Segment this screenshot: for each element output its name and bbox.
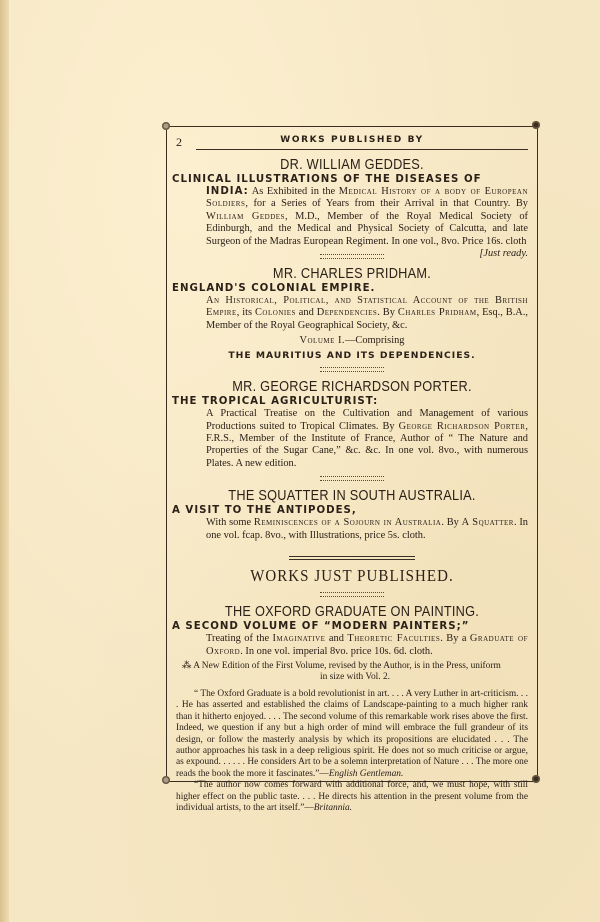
entry-title: CLINICAL ILLUSTRATIONS OF THE DISEASES OF bbox=[172, 174, 482, 185]
desc-text: As Exhibited in the bbox=[248, 186, 339, 197]
availability-note: [Just ready. bbox=[479, 248, 528, 260]
section-just-published bbox=[172, 566, 528, 814]
desc-smallcaps: An Historical, Political, and Statistical Account of the British Empire bbox=[206, 295, 528, 319]
quote-source: English Gentleman. bbox=[328, 768, 404, 779]
desc-text: With some bbox=[206, 517, 254, 529]
desc-smallcaps: Charles Pridham bbox=[397, 307, 477, 319]
entry-title: THE TROPICAL AGRICULTURIST: bbox=[172, 396, 379, 408]
page-number: 2 bbox=[176, 135, 182, 149]
entry-pridham bbox=[172, 265, 529, 362]
entry-description bbox=[206, 408, 528, 470]
desc-smallcaps: Colonies bbox=[255, 307, 296, 319]
running-head-title: WORKS PUBLISHED BY bbox=[280, 135, 424, 145]
corner-ornament-icon bbox=[532, 775, 540, 783]
entry-title: A VISIT TO THE ANTIPODES, bbox=[172, 505, 357, 517]
divider-ornament bbox=[320, 367, 384, 372]
corner-ornament-icon bbox=[162, 776, 170, 784]
corner-ornament-icon bbox=[162, 122, 170, 130]
note-text-continued: in size with Vol. 2. bbox=[320, 671, 390, 682]
entry-squatter bbox=[172, 487, 528, 542]
entry-title: A SECOND VOLUME OF “MODERN PAINTERS;” bbox=[172, 621, 470, 633]
quote-text: “ The Oxford Graduate is a bold revolutionist in art. . . . A very Luther in art-criticism. . . . He has asserted and established the claims of Landscape-painting to a much higher rank than it hitherto enjoyed. . . . The second volume of this remarkable work rises above the first. Indeed, we question if any but a high order of mind will embrace the full grandeur of its design, or follow the masterly analysis by which its propositions are elucidated . . . The author approaches his task in a deep religious spirit. He does not so much criticise or argue, as expound. . . . . . He considers Art to be a solemn interpretation of Nature . . . The more one reads the book the more it fascinates.”— bbox=[176, 688, 528, 779]
desc-smallcaps: Graduate of Oxford bbox=[206, 633, 528, 657]
desc-text: , M.D., Member of the Royal Medical Society of Edinburgh, and the Medical and Physical Society of Calcutta, and late Surgeon of the Madras European Regiment. In one vol., 8vo. Price 16s. cloth bbox=[206, 210, 528, 247]
book-spine-edge bbox=[0, 0, 9, 922]
entry-description bbox=[206, 295, 528, 332]
desc-text: , its bbox=[236, 307, 255, 319]
desc-smallcaps: A Squatter bbox=[461, 517, 514, 529]
desc-smallcaps: Imaginative bbox=[272, 633, 326, 645]
desc-text: . By a bbox=[440, 633, 470, 645]
entry-porter bbox=[172, 378, 528, 470]
quote-text: “The author now comes forward with additional force, and, we must hope, with still higher effect on the public taste. . . . He directs his attention in the present volume from the individual artists, to the art itself.”— bbox=[176, 780, 528, 813]
entry-title-continued: INDIA: bbox=[206, 186, 249, 197]
desc-text: Treating of the bbox=[206, 633, 273, 645]
running-header bbox=[176, 132, 528, 150]
divider-ornament bbox=[320, 592, 384, 597]
desc-smallcaps: George Richardson Porter bbox=[398, 420, 526, 432]
divider-ornament bbox=[320, 254, 384, 259]
desc-text: . In one vol. imperial 8vo. price 10s. 6d. cloth. bbox=[240, 645, 433, 657]
review-quote bbox=[176, 780, 528, 814]
desc-text: , F.R.S., Member of the Institute of France, Author of “ The Nature and Properties of the Sugar Cane,” &c. &c. In one vol. 8vo., with numerous Plates. A new edition. bbox=[206, 420, 528, 469]
entry-title: ENGLAND'S COLONIAL EMPIRE. bbox=[172, 283, 376, 295]
desc-text: and bbox=[295, 307, 317, 319]
entry-author: THE OXFORD GRADUATE ON PAINTING. bbox=[224, 603, 480, 621]
volume-label: Volume I. bbox=[299, 335, 346, 347]
volume-text: —Comprising bbox=[345, 335, 405, 347]
volume-line bbox=[176, 335, 528, 346]
desc-smallcaps: William Geddes bbox=[206, 210, 285, 222]
edition-note bbox=[182, 661, 528, 683]
section-divider-rule bbox=[289, 556, 415, 560]
entry-author: MR. CHARLES PRIDHAM. bbox=[272, 265, 432, 283]
desc-text: , Esq., B.A., Member of the Royal Geographical Society, &c. bbox=[206, 307, 529, 331]
entry-description bbox=[206, 633, 528, 658]
desc-text: and bbox=[325, 633, 348, 645]
desc-smallcaps: Reminiscences of a Sojourn in Australia bbox=[253, 517, 442, 529]
entry-description bbox=[206, 186, 528, 260]
desc-text: A Practical Treatise on the Cultivation and Management of various Productions suited to Tropical Climates. By bbox=[206, 408, 528, 432]
desc-smallcaps: Dependencies bbox=[316, 307, 378, 319]
corner-ornament-icon bbox=[532, 121, 540, 129]
entry-description bbox=[206, 517, 528, 542]
page-content bbox=[172, 132, 529, 814]
volume-subtitle: THE MAURITIUS AND ITS DEPENDENCIES. bbox=[228, 350, 476, 362]
entry-author: DR. WILLIAM GEDDES. bbox=[280, 156, 424, 173]
section-heading: WORKS JUST PUBLISHED. bbox=[250, 566, 454, 586]
desc-smallcaps: Theoretic Faculties bbox=[347, 633, 441, 645]
review-quote bbox=[176, 689, 528, 780]
entry-geddes bbox=[172, 156, 528, 260]
note-text: ⁂ A New Edition of the First Volume, revised by the Author, is in the Press, uniform bbox=[182, 660, 501, 671]
desc-text: . In one vol. fcap. 8vo., with Illustrations, price 5s. cloth. bbox=[206, 517, 528, 541]
entry-author: THE SQUATTER IN SOUTH AUSTRALIA. bbox=[228, 487, 476, 505]
entry-author: MR. GEORGE RICHARDSON PORTER. bbox=[232, 378, 472, 396]
desc-smallcaps: Medical History of a body of European Soldiers bbox=[206, 186, 528, 210]
quote-source: Britannia. bbox=[313, 802, 353, 813]
desc-text: , for a Series of Years from their Arrival in that Country. By bbox=[245, 198, 528, 210]
divider-ornament bbox=[320, 476, 384, 481]
desc-text: . By bbox=[441, 517, 462, 529]
review-quotes bbox=[176, 689, 528, 814]
desc-text: . By bbox=[377, 307, 398, 319]
